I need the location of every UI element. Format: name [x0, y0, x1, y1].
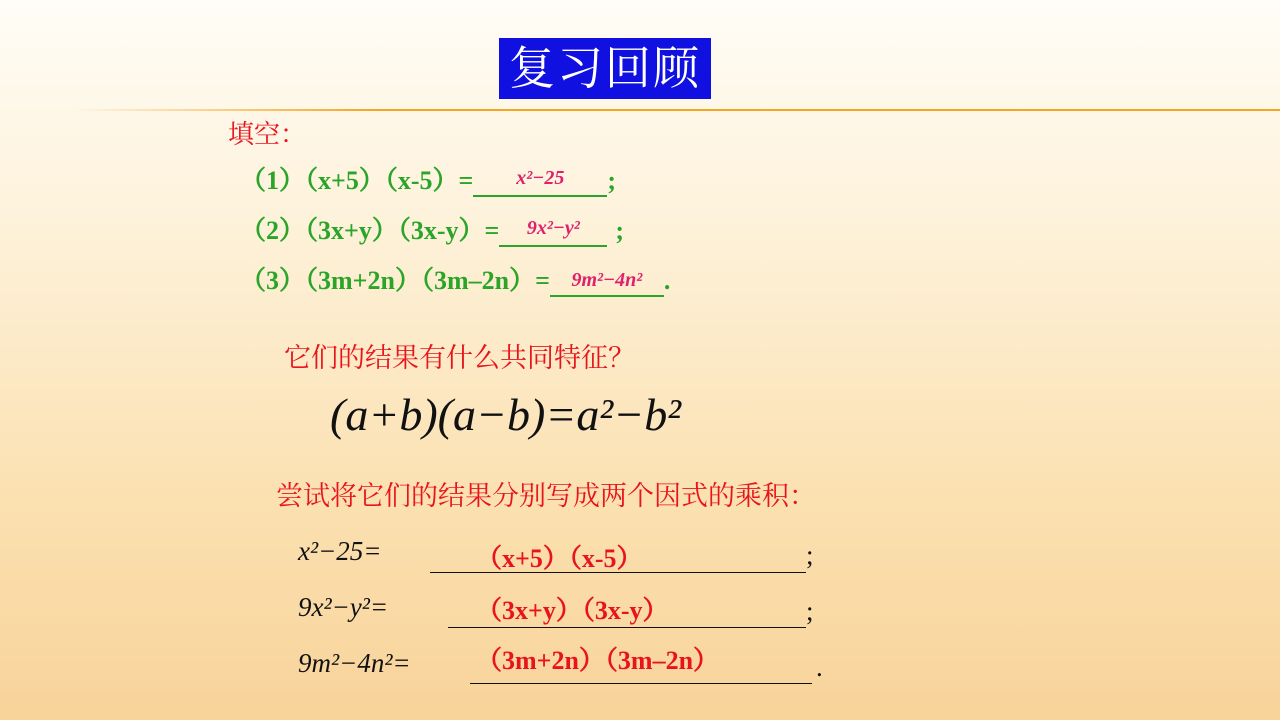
factor-1-answer: （x+5）（x-5）: [476, 544, 643, 573]
exercise-3-end: .: [663, 266, 671, 295]
exercise-2: [240, 210, 624, 247]
question-text: 它们的结果有什么共同特征？: [284, 343, 635, 374]
factor-2-answer: （3x+y）（3x-y）: [476, 596, 669, 625]
factor-3-end: .: [816, 652, 823, 682]
factor-3-lhs: 9m²−4n²=: [298, 648, 411, 678]
header-divider: [70, 109, 1280, 111]
fill-label: 填空：: [228, 120, 307, 150]
exercise-3-expression: （3m+2n）（3m–2n）=: [305, 266, 550, 295]
factor-2-lhs: 9x²−y²=: [298, 592, 389, 622]
factor-3-answer: （3m+2n）（3m–2n）: [476, 646, 720, 675]
exercise-1: [240, 160, 616, 197]
difference-of-squares-formula: (a+b)(a−b)=a²−b²: [330, 389, 682, 440]
exercise-1-number: （1）: [240, 166, 306, 195]
exercise-2-end: ;: [615, 216, 624, 245]
factor-3-blank: [470, 683, 812, 684]
exercise-2-answer: 9x²−y²: [526, 217, 580, 239]
factor-2-blank: [448, 627, 806, 628]
exercise-1-end: ;: [607, 166, 616, 195]
exercise-2-blank: [499, 217, 607, 247]
factor-2-end: ;: [806, 596, 814, 626]
exercise-1-blank: [473, 167, 607, 197]
factor-1-lhs: x²−25=: [298, 536, 382, 566]
exercise-2-expression: （3x+y）（3x-y）=: [305, 216, 500, 245]
exercise-3-blank: [550, 267, 664, 297]
page-title: 复习回顾: [499, 38, 711, 99]
exercise-3: [240, 260, 670, 297]
exercise-3-number: （3）: [240, 266, 306, 295]
exercise-1-answer: x²−25: [516, 167, 565, 189]
factor-1-end: ;: [806, 540, 814, 570]
exercise-2-number: （2）: [240, 216, 306, 245]
exercise-1-expression: （x+5）（x-5）=: [305, 166, 474, 195]
exercise-3-answer: 9m²−4n²: [571, 269, 643, 291]
prompt-text: 尝试将它们的结果分别写成两个因式的乘积：: [276, 481, 816, 512]
